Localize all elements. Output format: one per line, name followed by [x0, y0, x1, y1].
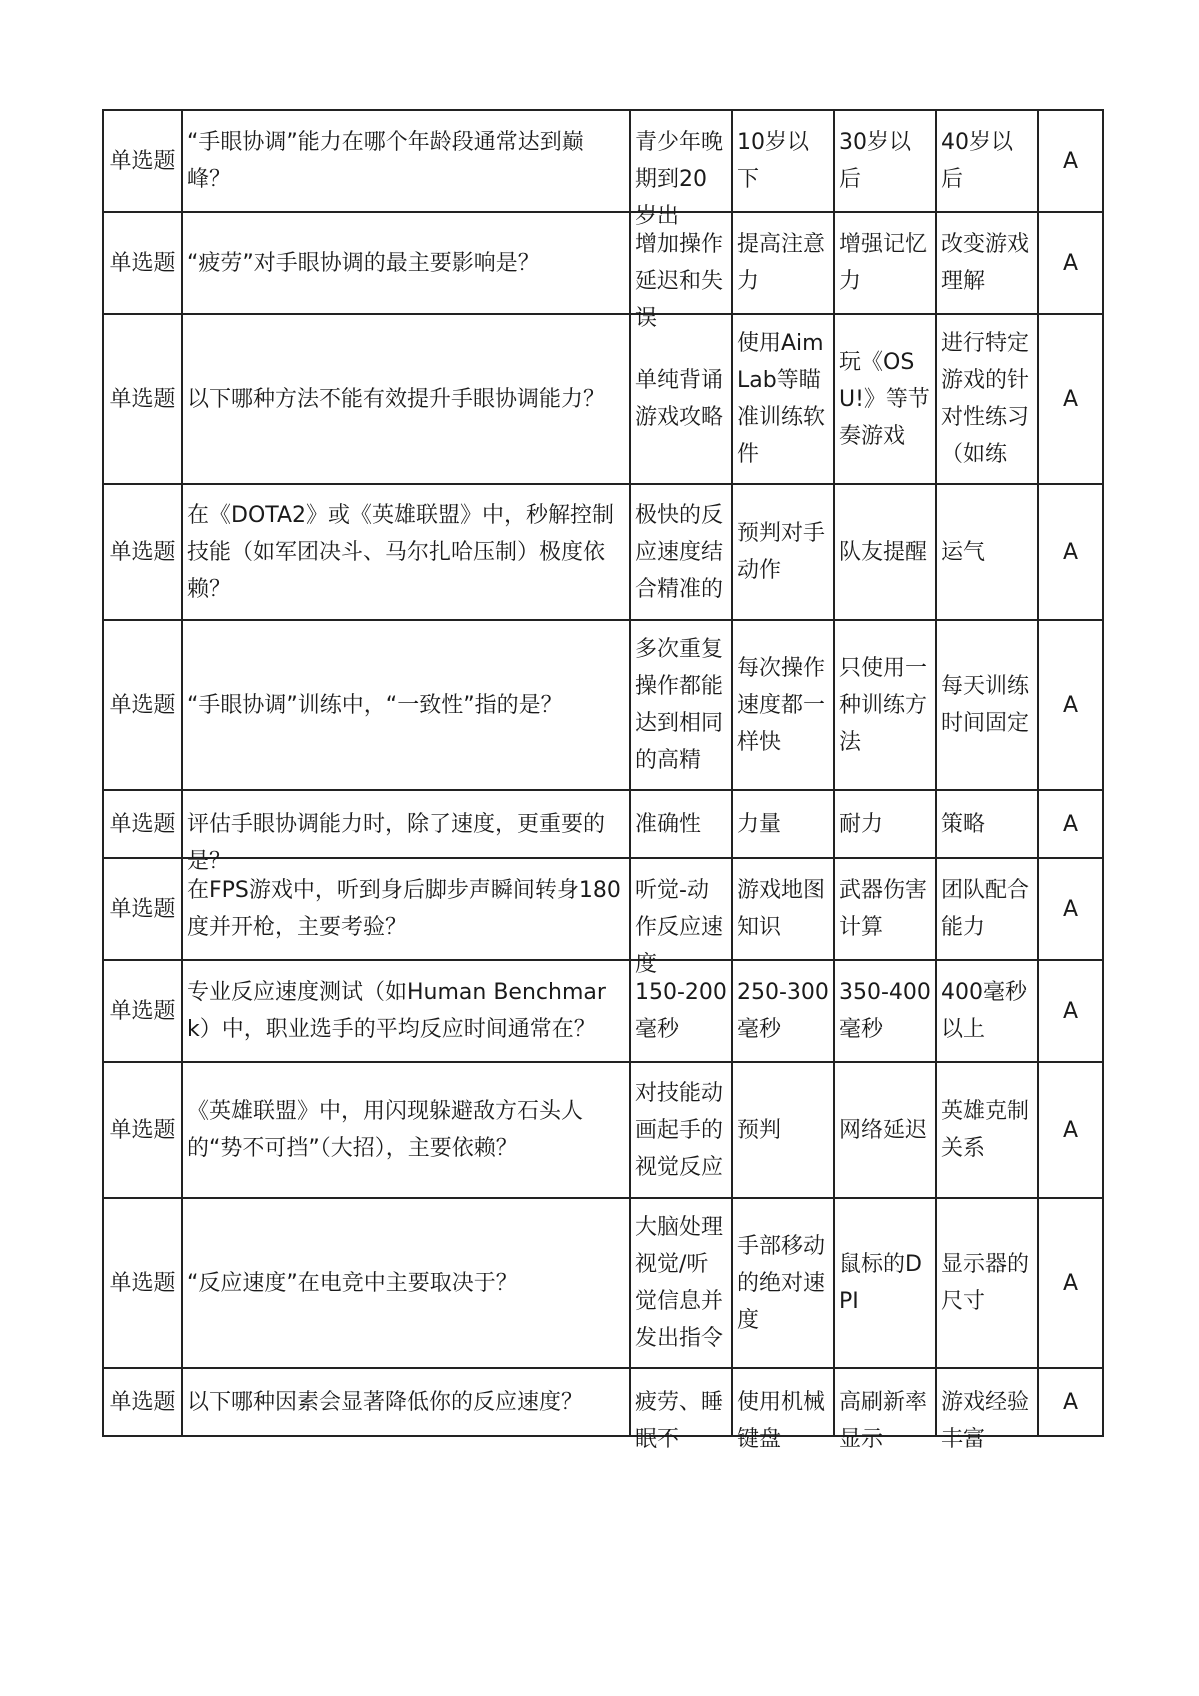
question-text-cell-text: 专业反应速度测试（如Human Benchmark）中，职业选手的平均反应时间通常在？ — [187, 980, 606, 1042]
option-d-cell — [936, 620, 1038, 790]
option-c-cell — [834, 212, 936, 314]
option-c-cell — [834, 960, 936, 1062]
option-b-cell — [732, 790, 834, 858]
option-a-cell — [630, 110, 732, 229]
option-a-cell — [630, 620, 732, 790]
answer-cell-text: A — [1062, 692, 1079, 718]
option-a-cell — [630, 858, 732, 977]
option-c-cell — [834, 484, 936, 620]
answer-cell-text: A — [1062, 896, 1079, 922]
question-row — [103, 1062, 1103, 1198]
question-text-cell — [182, 620, 630, 790]
question-type-cell — [103, 858, 182, 960]
option-c-cell-text: 30岁以后 — [839, 130, 911, 192]
option-a-cell-text: 准确性 — [635, 811, 702, 837]
option-a-cell-text: 单纯背诵游戏攻略 — [635, 368, 724, 430]
answer-cell-text: A — [1062, 386, 1079, 412]
option-a-cell-text: 150-200毫秒 — [635, 980, 727, 1042]
answer-cell — [1038, 484, 1103, 620]
question-text-cell — [182, 858, 630, 960]
question-row — [103, 858, 1103, 960]
option-d-cell-text: 运气 — [941, 539, 986, 565]
question-type-cell-text: 单选题 — [109, 811, 176, 837]
option-d-cell-text: 400毫秒以上 — [941, 980, 1027, 1042]
option-b-cell — [732, 858, 834, 960]
option-c-cell-text: 350-400毫秒 — [839, 980, 931, 1042]
question-text-cell — [182, 110, 630, 212]
question-row — [103, 960, 1103, 1062]
question-row — [103, 790, 1103, 858]
option-a-cell-text: 听觉-动作反应速度 — [635, 878, 724, 977]
question-type-cell-text: 单选题 — [109, 998, 176, 1024]
answer-cell — [1038, 960, 1103, 1062]
question-row — [103, 620, 1103, 790]
question-text-cell — [182, 314, 630, 484]
option-d-cell — [936, 790, 1038, 858]
option-c-cell — [834, 314, 936, 484]
option-d-cell — [936, 484, 1038, 620]
question-row — [103, 1368, 1103, 1436]
question-type-cell-text: 单选题 — [109, 1270, 176, 1296]
option-a-cell — [630, 314, 732, 484]
option-a-cell-text: 增加操作延迟和失误 — [635, 232, 724, 331]
option-a-cell-text: 大脑处理视觉/听觉信息并发出指令 — [635, 1215, 724, 1351]
option-c-cell-text: 鼠标的DPI — [839, 1252, 922, 1314]
question-type-cell-text: 单选题 — [109, 148, 176, 174]
option-c-cell-text: 耐力 — [839, 811, 884, 837]
option-a-cell-text: 疲劳、睡眠不 — [635, 1389, 724, 1452]
answer-cell — [1038, 314, 1103, 484]
question-type-cell-text: 单选题 — [109, 250, 176, 276]
question-type-cell-text: 单选题 — [109, 1117, 176, 1143]
option-d-cell-text: 英雄克制关系 — [941, 1099, 1030, 1161]
option-d-cell — [936, 1062, 1038, 1198]
question-text-cell — [182, 1198, 630, 1368]
option-b-cell — [732, 1368, 834, 1452]
option-b-cell-text: 游戏地图知识 — [737, 878, 826, 940]
answer-cell — [1038, 1198, 1103, 1368]
question-text-cell-text: “手眼协调”训练中，“一致性”指的是？ — [187, 692, 563, 718]
option-b-cell — [732, 484, 834, 620]
option-d-cell — [936, 960, 1038, 1062]
question-text-cell-text: 在FPS游戏中，听到身后脚步声瞬间转身180度并开枪，主要考验？ — [187, 878, 621, 940]
question-type-cell-text: 单选题 — [109, 539, 176, 565]
option-b-cell-text: 250-300毫秒 — [737, 980, 829, 1042]
question-text-cell-text: “反应速度”在电竞中主要取决于？ — [187, 1270, 518, 1296]
quiz-table — [102, 109, 1104, 1452]
question-type-cell — [103, 484, 182, 620]
question-type-cell — [103, 960, 182, 1062]
option-b-cell-text: 使用Aim Lab等瞄准训练软件 — [737, 331, 826, 467]
option-d-cell — [936, 858, 1038, 960]
question-type-cell-text: 单选题 — [109, 1389, 176, 1415]
question-text-cell — [182, 1062, 630, 1198]
option-a-cell — [630, 790, 732, 858]
answer-cell-text: A — [1062, 539, 1079, 565]
option-c-cell — [834, 1062, 936, 1198]
option-b-cell — [732, 620, 834, 790]
option-b-cell-text: 预判 — [737, 1117, 782, 1143]
option-c-cell-text: 只使用一种训练方法 — [839, 655, 928, 755]
option-c-cell — [834, 790, 936, 858]
option-d-cell-text: 策略 — [941, 811, 986, 837]
option-a-cell-text: 青少年晚期到20岁出 — [635, 130, 724, 229]
option-c-cell — [834, 858, 936, 960]
question-type-cell — [103, 620, 182, 790]
option-d-cell-text: 40岁以后 — [941, 130, 1013, 192]
question-row — [103, 1198, 1103, 1368]
option-d-cell — [936, 1198, 1038, 1368]
option-b-cell-text: 使用机械键盘 — [737, 1389, 826, 1452]
answer-cell — [1038, 212, 1103, 314]
option-b-cell — [732, 110, 834, 212]
question-type-cell — [103, 1368, 182, 1436]
answer-cell — [1038, 858, 1103, 960]
option-c-cell-text: 队友提醒 — [839, 539, 928, 565]
answer-cell-text: A — [1062, 811, 1079, 837]
option-d-cell-text: 每天训练时间固定 — [941, 674, 1030, 736]
answer-cell — [1038, 1062, 1103, 1198]
question-type-cell — [103, 790, 182, 858]
question-text-cell-text: 以下哪种因素会显著降低你的反应速度？ — [187, 1389, 584, 1415]
question-text-cell — [182, 790, 630, 874]
question-text-cell-text: “手眼协调”能力在哪个年龄段通常达到巅峰？ — [187, 130, 584, 192]
question-text-cell — [182, 960, 630, 1062]
option-c-cell-text: 玩《OSU!》等节奏游戏 — [839, 349, 930, 449]
quiz-table-body — [103, 110, 1103, 1452]
question-type-cell — [103, 1198, 182, 1368]
answer-cell-text: A — [1062, 998, 1079, 1024]
option-b-cell-text: 手部移动的绝对速度 — [737, 1233, 826, 1333]
option-c-cell — [834, 620, 936, 790]
option-c-cell — [834, 1368, 936, 1452]
option-d-cell — [936, 110, 1038, 212]
option-a-cell — [630, 1062, 732, 1198]
question-row — [103, 484, 1103, 620]
question-text-cell-text: 评估手眼协调能力时，除了速度，更重要的是？ — [187, 811, 606, 874]
option-b-cell-text: 预判对手动作 — [737, 521, 826, 583]
option-b-cell — [732, 1062, 834, 1198]
answer-cell — [1038, 620, 1103, 790]
question-text-cell-text: 在《DOTA2》或《英雄联盟》中，秒解控制技能（如军团决斗、马尔扎哈压制）极度依赖？ — [187, 502, 615, 602]
option-d-cell — [936, 1368, 1038, 1452]
question-type-cell — [103, 314, 182, 484]
option-b-cell — [732, 314, 834, 484]
option-a-cell — [630, 484, 732, 620]
question-text-cell-text: 以下哪种方法不能有效提升手眼协调能力？ — [187, 386, 606, 412]
question-text-cell — [182, 484, 630, 620]
option-c-cell-text: 增强记忆力 — [839, 232, 928, 294]
option-d-cell-text: 游戏经验丰富 — [941, 1389, 1030, 1452]
answer-cell — [1038, 790, 1103, 858]
question-row — [103, 212, 1103, 314]
option-a-cell — [630, 1198, 732, 1368]
option-c-cell-text: 网络延迟 — [839, 1117, 928, 1143]
question-type-cell — [103, 1062, 182, 1198]
question-row — [103, 314, 1103, 484]
option-b-cell-text: 每次操作速度都一样快 — [737, 655, 826, 755]
option-d-cell — [936, 314, 1038, 484]
option-c-cell-text: 高刷新率显示 — [839, 1389, 928, 1452]
answer-cell-text: A — [1062, 250, 1079, 276]
option-c-cell — [834, 1198, 936, 1368]
option-b-cell-text: 10岁以下 — [737, 130, 809, 192]
option-d-cell-text: 团队配合能力 — [941, 878, 1030, 940]
option-a-cell-text: 极快的反应速度结合精准的 — [635, 502, 724, 602]
option-c-cell-text: 武器伤害计算 — [839, 878, 928, 940]
option-b-cell — [732, 960, 834, 1062]
answer-cell-text: A — [1062, 1117, 1079, 1143]
question-text-cell — [182, 212, 630, 314]
question-type-cell-text: 单选题 — [109, 386, 176, 412]
option-b-cell — [732, 212, 834, 314]
option-a-cell — [630, 212, 732, 331]
question-text-cell-text: 《英雄联盟》中，用闪现躲避敌方石头人的“势不可挡”（大招），主要依赖？ — [187, 1099, 584, 1161]
option-a-cell — [630, 1368, 732, 1452]
question-type-cell — [103, 110, 182, 212]
option-d-cell-text: 显示器的尺寸 — [941, 1252, 1030, 1314]
answer-cell-text: A — [1062, 1270, 1079, 1296]
option-b-cell-text: 力量 — [737, 811, 782, 837]
question-type-cell-text: 单选题 — [109, 896, 176, 922]
option-b-cell-text: 提高注意力 — [737, 232, 826, 294]
option-d-cell-text: 进行特定游戏的针对性练习（如练 — [941, 331, 1030, 467]
answer-cell — [1038, 1368, 1103, 1436]
answer-cell — [1038, 110, 1103, 212]
option-c-cell — [834, 110, 936, 212]
option-a-cell-text: 对技能动画起手的视觉反应 — [635, 1080, 724, 1180]
option-d-cell-text: 改变游戏理解 — [941, 232, 1030, 294]
option-b-cell — [732, 1198, 834, 1368]
question-text-cell — [182, 1368, 630, 1436]
answer-cell-text: A — [1062, 148, 1079, 174]
question-type-cell — [103, 212, 182, 314]
option-a-cell-text: 多次重复操作都能达到相同的高精 — [635, 637, 724, 773]
answer-cell-text: A — [1062, 1389, 1079, 1415]
option-a-cell — [630, 960, 732, 1062]
question-row — [103, 110, 1103, 212]
question-type-cell-text: 单选题 — [109, 692, 176, 718]
question-text-cell-text: “疲劳”对手眼协调的最主要影响是？ — [187, 250, 540, 276]
option-d-cell — [936, 212, 1038, 314]
